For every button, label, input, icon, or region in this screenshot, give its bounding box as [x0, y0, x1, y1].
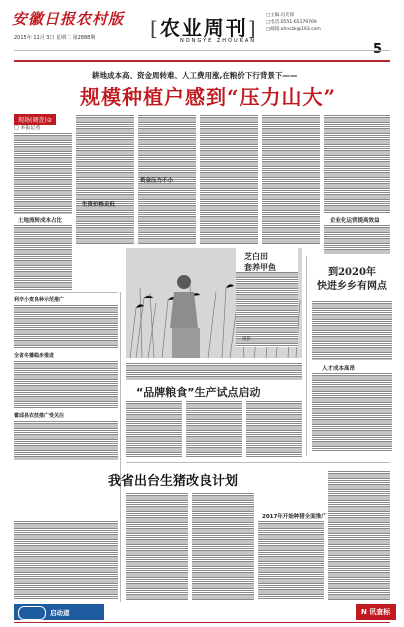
lead-headline: 规模种植户感到“压力山大” [80, 85, 337, 109]
lead-subhead: 资金压力不小 [140, 178, 174, 184]
photo-caption-title [244, 251, 276, 273]
lead-text-col-5 [262, 114, 320, 244]
middle-text-col [186, 400, 242, 458]
brief-text [14, 360, 118, 408]
lead-subhead: 土地流转成本占比 [18, 218, 63, 224]
editor-info [266, 12, 321, 33]
header-rule [14, 50, 390, 51]
lead-text-col-2 [76, 114, 134, 244]
sidebar-rule [14, 292, 118, 293]
bottom-subhead: 2017年开始种猪全面推广 [262, 514, 327, 520]
bottom-headline: 我省出台生猪改良计划 [108, 474, 239, 489]
newspaper-masthead: 安徽日报农村版 [12, 10, 125, 28]
editor-line: □电话:0551-65179769 [266, 20, 317, 25]
editor-line: □邮箱:ahnczk@163.com [266, 27, 321, 32]
brief-title: 全省冬播稳步推进 [14, 353, 55, 359]
sponsor-logo-text: 启动道 [50, 609, 70, 617]
caption-line: 套养甲鱼 [244, 263, 276, 272]
lead-subhead: 生资价格走低 [82, 202, 116, 208]
bottom-text-col [328, 470, 390, 600]
sponsor-logo [14, 604, 104, 620]
bottom-rule [126, 462, 390, 463]
brief-title: 霍邱县农技推广受关注 [14, 413, 65, 419]
lead-text-col-4 [200, 114, 258, 244]
section-title [150, 12, 258, 41]
header-rule-red [14, 60, 390, 62]
section-bracket-open: [ [150, 16, 160, 40]
photo-author: 摄影 [242, 337, 251, 342]
editor-line: □主编:冯光锋 [266, 13, 295, 18]
side-divider [306, 256, 307, 456]
side-headline-line: 快进乡乡有网点 [317, 281, 387, 292]
sponsor-logo-mark [18, 606, 46, 620]
footer-rule [14, 622, 390, 623]
side-headline [312, 266, 392, 294]
lead-text-col-6b [324, 224, 390, 254]
side-text [312, 372, 392, 452]
lead-byline: □ 本报记者 [14, 125, 41, 131]
sidebar-divider [120, 292, 121, 602]
bottom-text-col [126, 492, 188, 600]
side-headline-line: 到2020年 [328, 267, 376, 278]
brief-text [14, 420, 118, 460]
section-pinyin: NONGYE ZHOUKAN [180, 38, 256, 44]
issue-date-line: 2015年 11月 3日 星期二 第2888期 [14, 35, 96, 41]
section-bracket-close: ] [247, 16, 258, 40]
caption-line: 芝白田 [244, 252, 268, 261]
middle-intro-text [126, 362, 302, 380]
brief-text [14, 304, 118, 348]
middle-text-col [246, 400, 302, 458]
bottom-text-col [192, 492, 254, 600]
lead-kicker: 耕地成本高、资金周转难、人工费用涨,在粮价下行背景下—— [92, 71, 298, 80]
side-subhead: 人才成本高昂 [322, 366, 356, 372]
brief-title: 利辛小麦良种示范推广 [14, 297, 65, 303]
brief-text [14, 520, 118, 600]
middle-headline: “品牌粮食”生产试点启动 [136, 386, 261, 399]
bottom-text-col [258, 520, 324, 600]
ad-badge-text: N 讯查标 [361, 608, 391, 616]
lead-text-col-1b [14, 224, 72, 290]
middle-text-col [126, 400, 182, 458]
lead-subhead: 企业化运营提高效益 [330, 218, 380, 224]
lead-text-col-6 [324, 114, 390, 214]
section-title-text: 农业周刊 [159, 16, 248, 40]
lead-text-col-1 [14, 132, 72, 214]
side-text [312, 300, 392, 360]
ad-badge [356, 604, 396, 620]
column-tag: 现场(调查)② [14, 114, 56, 125]
